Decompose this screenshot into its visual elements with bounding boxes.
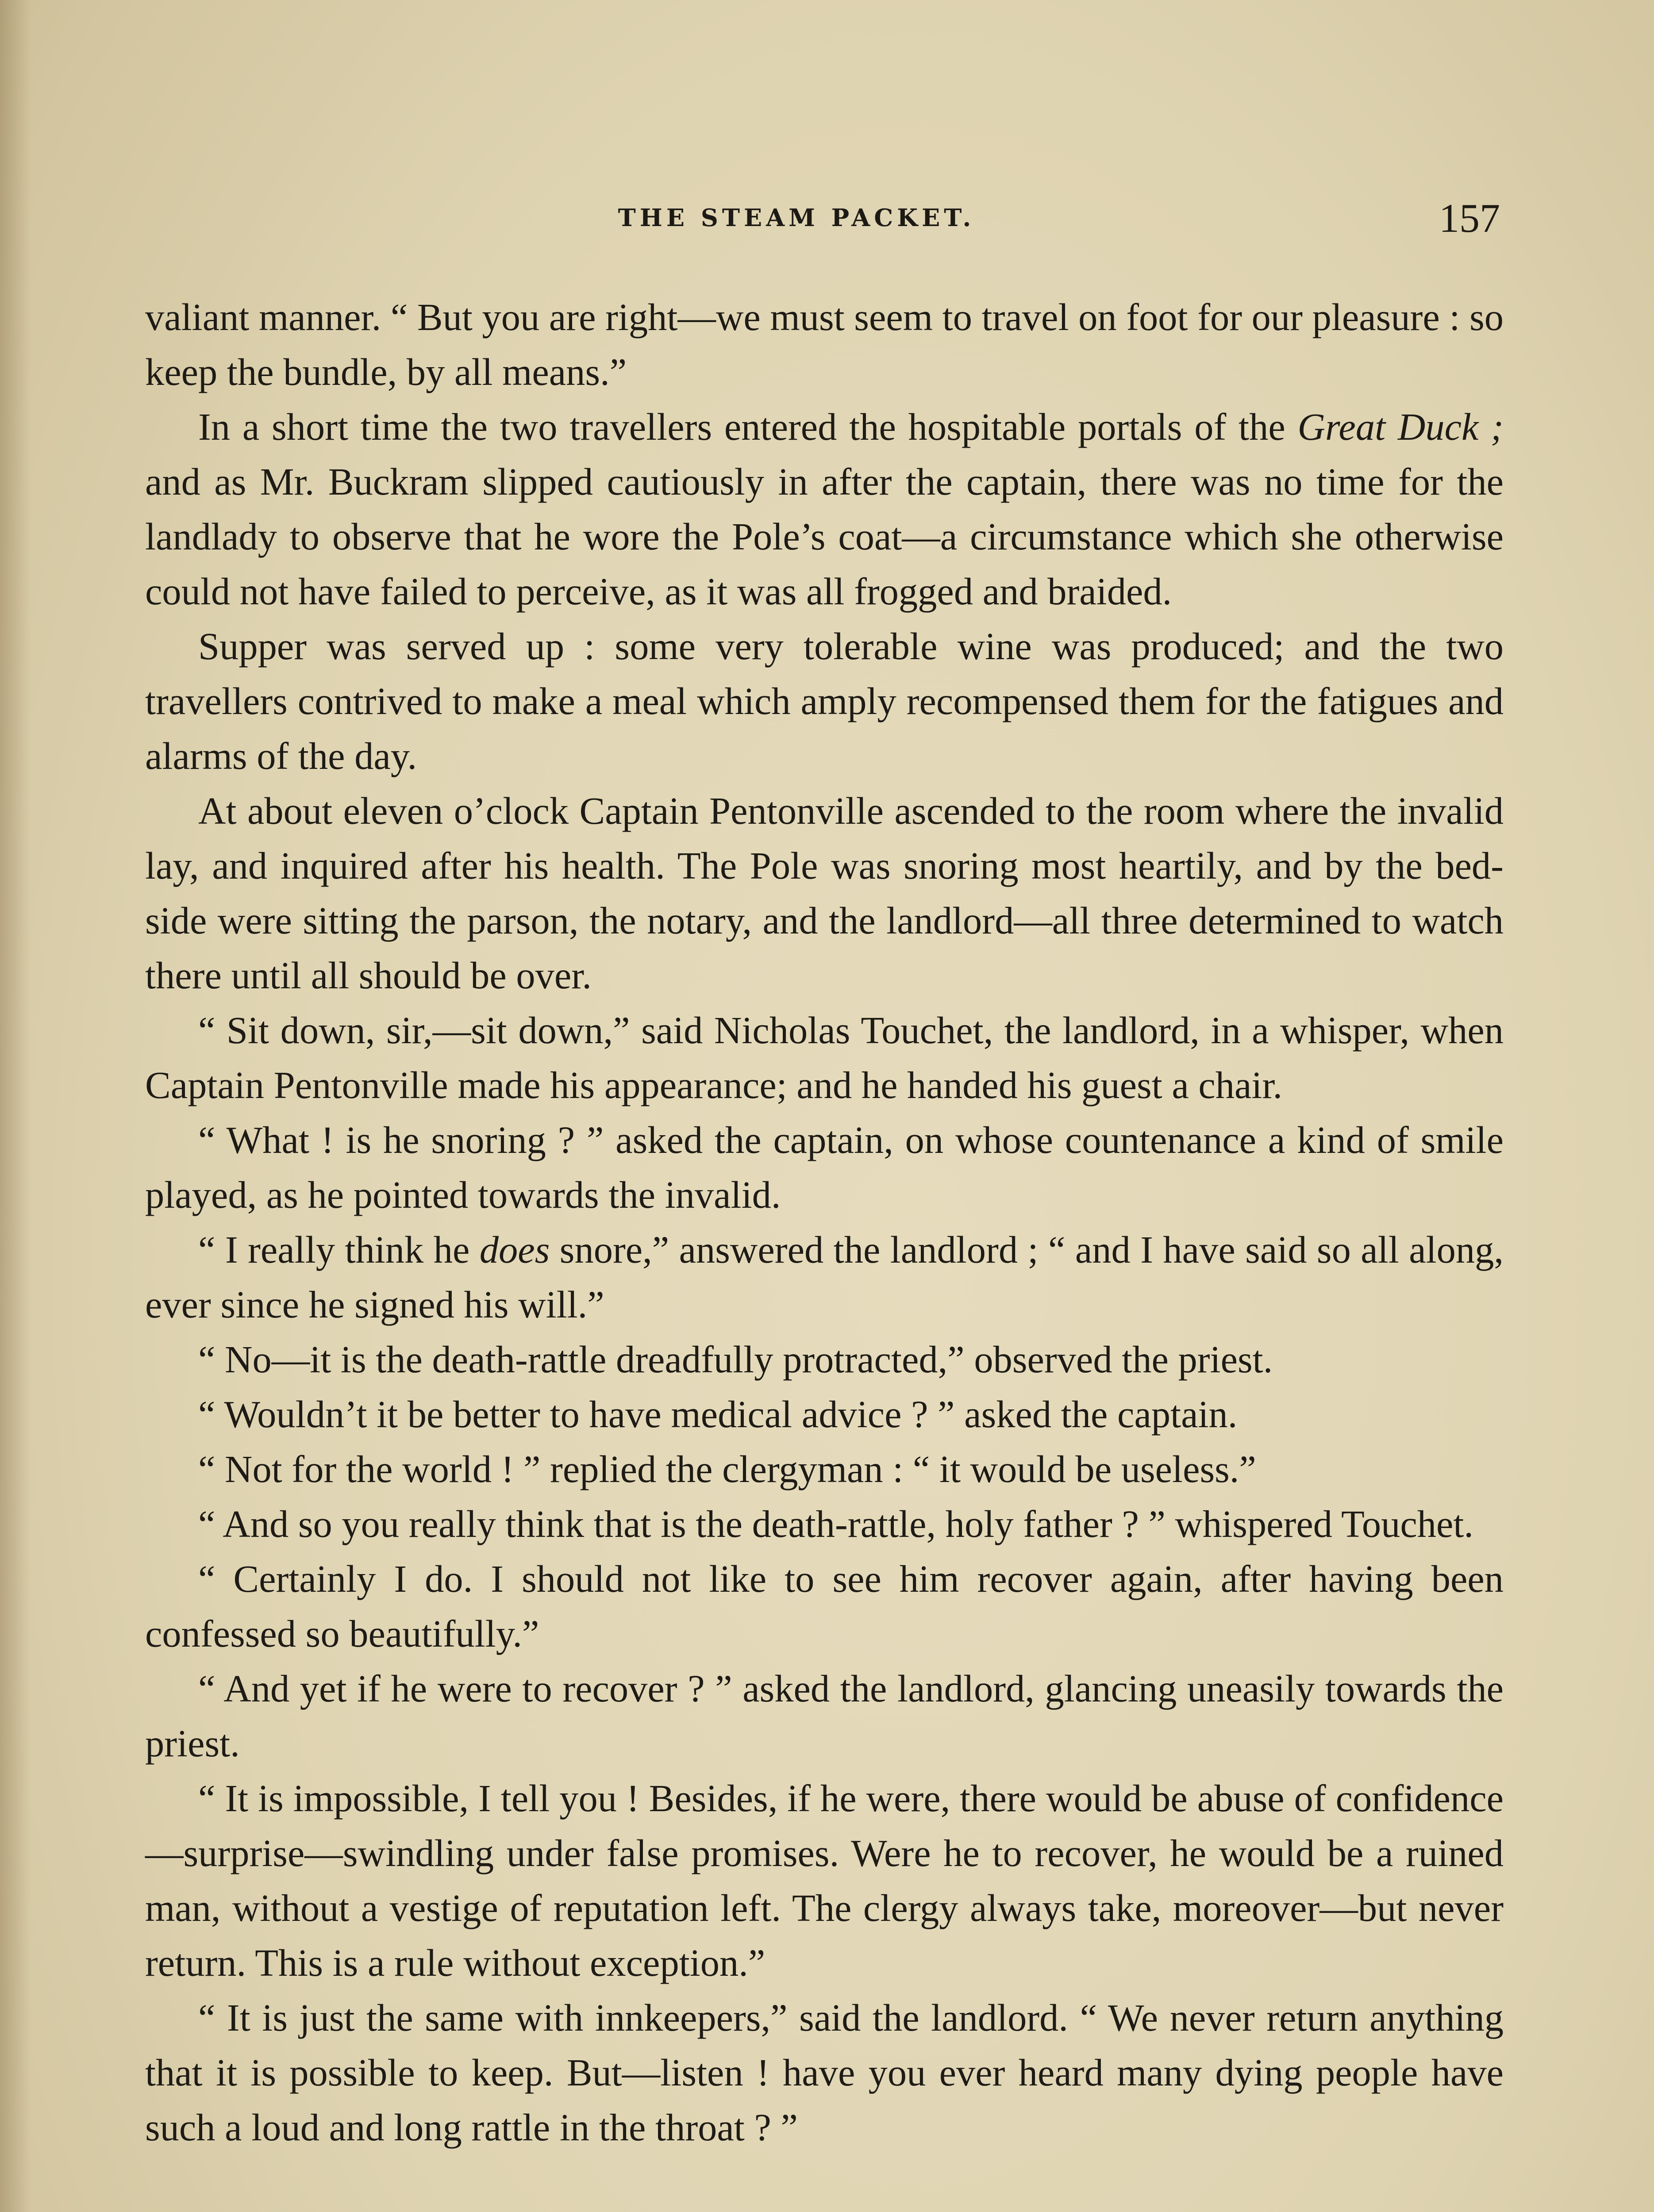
paragraph-6: “ What ! is he snoring ? ” asked the captain, on whose countenance a kind of smile played, as he pointed towards the invalid. [145,1119,1504,1216]
emphasis-italic: does [479,1229,550,1271]
page-number: 157 [1439,196,1500,241]
paragraph-7 [145,1222,1504,1332]
paragraph-5: “ Sit down, sir,—sit down,” said Nicholas Touchet, the landlord, in a whisper, when Captain Pentonville made his appearance; and he handed his guest a chair. [145,1009,1504,1106]
running-title: THE STEAM PACKET. [618,204,975,232]
paragraph-10: “ Not for the world ! ” replied the clergyman : “ it would be useless.” [198,1448,1256,1490]
paragraph-7-pre: “ I really think he [198,1229,480,1271]
paragraph-8: “ No—it is the death-rattle dreadfully protracted,” observed the priest. [198,1338,1273,1381]
paragraph-9: “ Wouldn’t it be better to have medical advice ? ” asked the captain. [198,1393,1238,1436]
running-header [146,190,1500,252]
inn-name-italic: Great Duck ; [1297,406,1504,448]
paragraph-1: valiant manner. “ But you are right—we must seem to travel on foot for our pleasure : so keep the bundle, by all means.” [145,296,1504,393]
paragraph-11: “ And so you really think that is the death-rattle, holy father ? ” whispered Touchet. [198,1503,1474,1545]
paragraph-2-post: and as Mr. Buckram slipped cautiously in after the captain, there was no time for the landlady to observe that he wore the Pole’s coat—a circumstance which she otherwise could not have failed to perceive, as it was all frogged and braided. [145,461,1504,613]
paragraph-2 [145,399,1504,619]
paragraph-14: “ It is impossible, I tell you ! Besides, if he were, there would be abuse of confidence—surprise—swindling under false promises. Were he to recover, he would be a ruined man, without a vestige of reputation left. The clergy always take, moreover—but never return. This is a rule without exception.” [145,1777,1504,1984]
spine-shadow [0,0,31,2212]
paragraph-7-post: snore,” answered the landlord ; “ and I have said so all along, ever since he signed his will.” [145,1229,1504,1326]
paragraph-3: Supper was served up : some very tolerable wine was produced; and the two travellers contrived to make a meal which amply recompensed them for the fatigues and alarms of the day. [145,625,1504,777]
paragraph-12: “ Certainly I do. I should not like to see him recover again, after having been confessed so beautifully.” [145,1558,1504,1655]
paragraph-4: At about eleven o’clock Captain Pentonville ascended to the room where the invalid lay, and inquired after his health. The Pole was snoring most heartily, and by the bed-side were sitting the parson, the notary, and the landlord—all three determined to watch there until all should be over. [145,790,1504,997]
body-text [145,290,1504,2155]
paragraph-15: “ It is just the same with innkeepers,” said the landlord. “ We never return anything that it is possible to keep. But—listen ! have you ever heard many dying people have such a loud and long rattle in the throat ? ” [145,1997,1504,2149]
paragraph-13: “ And yet if he were to recover ? ” asked the landlord, glancing uneasily towards the priest. [145,1667,1504,1765]
paragraph-2-pre: In a short time the two travellers entered the hospitable portals of the [198,406,1298,448]
